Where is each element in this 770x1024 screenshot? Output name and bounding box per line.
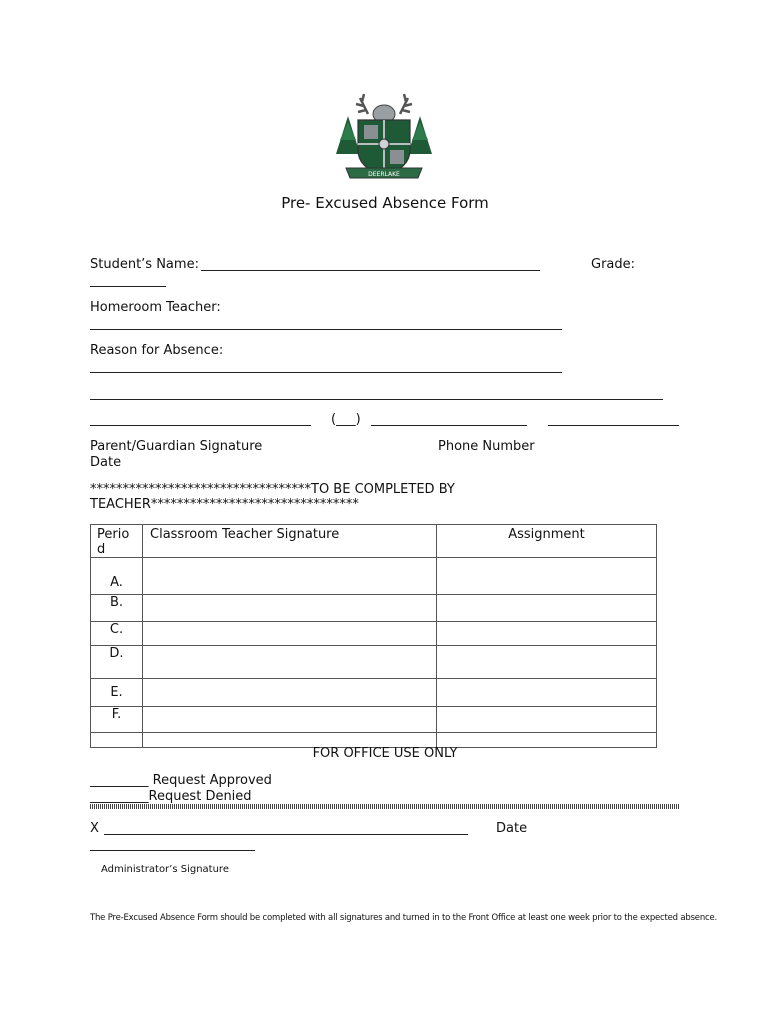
hatched-divider: [90, 804, 680, 809]
reason-field-line-1[interactable]: [90, 372, 562, 373]
teacher-signature-cell[interactable]: [143, 707, 437, 733]
teacher-signature-cell[interactable]: [143, 646, 437, 679]
period-signature-table: [90, 524, 657, 748]
request-denied-blank[interactable]: _________: [90, 789, 149, 804]
signature-x-mark: X: [90, 821, 99, 836]
office-date-label: Date: [496, 821, 528, 836]
table-row: [91, 707, 657, 733]
teacher-section-heading-line-2: TEACHER********************************: [90, 497, 359, 512]
assignment-cell[interactable]: [437, 558, 657, 595]
assignment-cell[interactable]: [437, 595, 657, 622]
phone-number-field[interactable]: [371, 425, 527, 426]
teacher-signature-cell[interactable]: [143, 679, 437, 707]
request-approved-blank[interactable]: _________: [90, 773, 149, 788]
table-row: [91, 595, 657, 622]
homeroom-field[interactable]: [90, 329, 562, 330]
period-label: F.: [91, 707, 143, 733]
assignment-cell[interactable]: [437, 646, 657, 679]
school-crest-logo: [330, 92, 438, 184]
teacher-signature-cell[interactable]: [143, 595, 437, 622]
student-name-label: Student’s Name:: [90, 257, 199, 272]
reason-field-line-2[interactable]: [90, 399, 663, 400]
period-label: C.: [91, 622, 143, 646]
office-use-heading: FOR OFFICE USE ONLY: [312, 746, 458, 761]
assignment-cell[interactable]: [437, 707, 657, 733]
parent-signature-label: Parent/Guardian Signature: [90, 439, 263, 454]
period-column-header: [91, 525, 143, 558]
table-row: [91, 558, 657, 595]
request-approved-row: [90, 773, 272, 789]
teacher-signature-column-header: Classroom Teacher Signature: [143, 525, 437, 558]
period-label: B.: [91, 595, 143, 622]
teacher-signature-cell[interactable]: [143, 622, 437, 646]
teacher-signature-cell[interactable]: [143, 558, 437, 595]
assignment-cell[interactable]: [437, 622, 657, 646]
phone-area-code: (___): [331, 412, 361, 427]
grade-field[interactable]: [90, 286, 166, 287]
office-date-field[interactable]: [90, 850, 255, 851]
parent-date-field[interactable]: [548, 425, 679, 426]
period-label: E.: [91, 679, 143, 707]
period-label: D.: [91, 646, 143, 679]
assignment-cell[interactable]: [437, 679, 657, 707]
footer-note: The Pre-Excused Absence Form should be completed with all signatures and turned in to the Front Office at least one week prior to the expected absence.: [90, 913, 718, 923]
table-row: [91, 622, 657, 646]
crest-banner-text: DEERLAKE: [368, 171, 400, 178]
student-name-field[interactable]: [201, 270, 540, 271]
period-label: A.: [91, 558, 143, 595]
table-row: [91, 646, 657, 679]
form-title: Pre- Excused Absence Form: [281, 194, 489, 212]
administrator-signature-label: Administrator’s Signature: [101, 864, 229, 875]
teacher-section-heading-line-1: **********************************TO BE COMPLETED BY: [90, 482, 455, 497]
period-header-line-1: Perio: [97, 527, 130, 542]
homeroom-label: Homeroom Teacher:: [90, 300, 221, 315]
assignment-column-header: Assignment: [437, 525, 657, 558]
phone-number-label: Phone Number: [438, 439, 535, 454]
grade-label: Grade:: [591, 257, 636, 272]
period-header-line-2: d: [97, 542, 106, 557]
request-approved-label: Request Approved: [148, 773, 272, 788]
parent-signature-field[interactable]: [90, 425, 311, 426]
administrator-signature-field[interactable]: [104, 834, 468, 835]
request-denied-row: [90, 789, 252, 805]
table-header-row: [91, 525, 657, 558]
table-row: [91, 679, 657, 707]
date-label: Date: [90, 455, 122, 470]
reason-label: Reason for Absence:: [90, 343, 224, 358]
request-denied-label: Request Denied: [148, 789, 252, 804]
